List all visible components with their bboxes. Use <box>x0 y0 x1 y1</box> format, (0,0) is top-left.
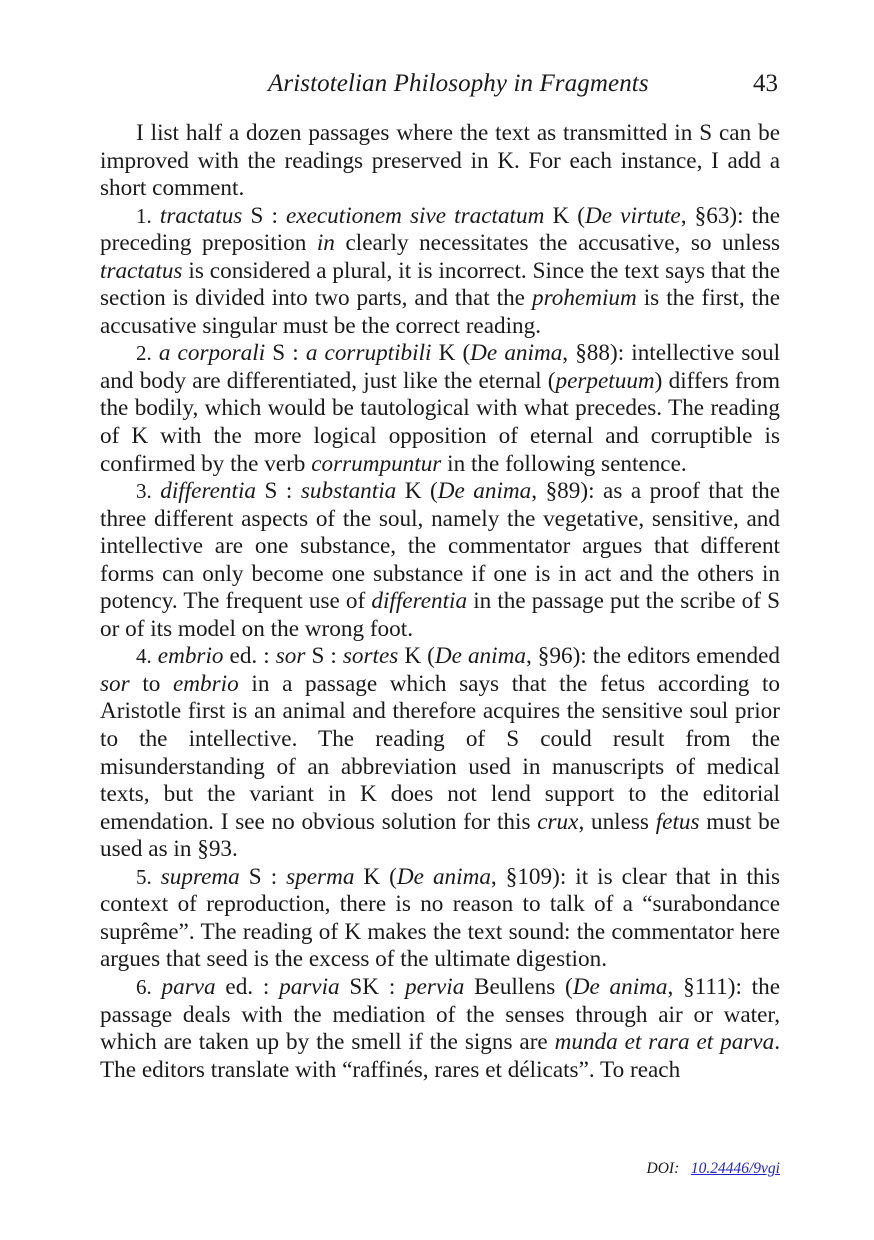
text-run: is the first, the accusative singular must be the correct reading. <box>100 285 780 339</box>
text-run: to <box>129 670 174 697</box>
italic-run: substantia <box>300 478 397 505</box>
doi-footer <box>100 1160 780 1178</box>
italic-run: sortes <box>342 643 399 670</box>
italic-run: corrumpuntur <box>311 450 442 477</box>
italic-run: sor <box>275 643 306 670</box>
item-number: 6. <box>136 974 152 999</box>
item-number: 2. <box>136 341 152 366</box>
text-run: ) differs from the bodily, which would be tautological with what precedes. The reading of K with the more logical opposition of eternal and corruptible is confirmed by the verb <box>100 367 780 477</box>
italic-run: a corruptibili <box>305 340 432 367</box>
text-run <box>152 864 161 890</box>
text-run: S : <box>239 863 287 890</box>
text-run: Beullens ( <box>464 973 573 1000</box>
italic-run: differentia <box>160 478 257 505</box>
text-run: S : <box>256 478 301 505</box>
text-run: in the passage put the scribe of S or of its model on the wrong foot. <box>100 588 781 642</box>
text-run: , §109): it is clear that in this context of reproduction, there is no reason to talk of a “surabondance suprême”. The reading of K makes the text sound: the commentator here argues that seed is the excess of the ultimate digestion. <box>100 863 780 973</box>
running-head <box>100 70 780 102</box>
paragraph-intro <box>100 120 780 203</box>
italic-run: sperma <box>286 863 355 890</box>
text-run: . The editors translate with “raffinés, rares et délicats”. To reach <box>100 1029 780 1083</box>
italic-run: tractatus <box>100 257 183 284</box>
text-run <box>152 340 159 366</box>
text-run: is considered a plural, it is incorrect. Since the text says that the section is divided into two parts, and that the <box>100 257 780 312</box>
italic-run: embrio <box>173 670 239 697</box>
text-run: K ( <box>544 202 586 229</box>
item-number: 1. <box>136 203 152 228</box>
text-run: K ( <box>431 340 471 367</box>
italic-run: executionem sive tractatum <box>286 202 545 229</box>
text-run: ed. : <box>215 973 280 1000</box>
italic-run: in <box>316 230 335 257</box>
italic-run: fetus <box>655 808 700 835</box>
page-number: 43 <box>753 70 778 97</box>
italic-run: De anima <box>437 478 532 505</box>
item-number: 5. <box>136 864 152 889</box>
text-run: in the following sentence. <box>441 450 687 477</box>
text-run <box>152 203 160 229</box>
text-run: K ( <box>354 863 397 890</box>
text-run: K ( <box>398 643 435 670</box>
text-run: , §111): the passage deals with the mediation of the senses through air or water, which are taken up by the smell if the signs are <box>100 973 780 1056</box>
text-run: in a passage which says that the fetus according to Aristotle first is an animal and therefore acquires the sensitive soul prior to the intellective. The reading of S could result from the misunderstanding of an abbreviation used in manuscripts of medical texts, but the variant in K does not lend support to the editorial emendation. I see no obvious solution for this <box>100 670 780 835</box>
paragraph-item-6 <box>100 974 780 1084</box>
text-run: clearly necessitates the accusative, so unless <box>334 230 781 257</box>
italic-run: pervia <box>405 973 465 1000</box>
paragraph-item-1 <box>100 203 780 341</box>
text-run: K ( <box>396 478 438 505</box>
text-run: must be used as in §93. <box>100 808 781 863</box>
italic-run: De virtute <box>585 202 681 229</box>
italic-run: embrio <box>157 643 224 670</box>
paragraph-item-2 <box>100 340 780 478</box>
italic-run: parva <box>161 973 216 1000</box>
text-run: , §88): intellective soul and body are differentiated, just like the eternal ( <box>100 340 781 394</box>
body-text-block <box>100 120 780 1084</box>
italic-run: munda et rara et parva <box>554 1029 775 1056</box>
text-run: SK : <box>339 973 406 1000</box>
italic-run: De anima <box>572 973 668 1000</box>
italic-run: crux <box>537 808 579 835</box>
italic-run: De anima <box>470 340 563 367</box>
text-run: ed. : <box>223 643 276 670</box>
text-run: , §96): the editors emended <box>525 643 780 670</box>
italic-run: parvia <box>279 973 340 1000</box>
italic-run: suprema <box>160 863 240 890</box>
item-number: 3. <box>136 479 152 504</box>
italic-run: prohemium <box>531 285 637 312</box>
text-run <box>152 478 161 504</box>
italic-run: a corporali <box>158 340 266 367</box>
text-run: , §63): the preceding preposition <box>100 202 781 257</box>
paragraph-item-3 <box>100 478 780 643</box>
italic-run: De anima <box>434 643 526 670</box>
italic-run: De anima <box>396 863 491 890</box>
item-number: 4. <box>136 644 152 669</box>
italic-run: tractatus <box>159 202 243 229</box>
italic-run: differentia <box>371 588 468 615</box>
text-run: , unless <box>578 808 656 835</box>
text-run: , §89): as a proof that the three different aspects of the soul, namely the vegetative, sensitive, and intellective are one substance, the commentator argues that different forms can only become one substance if one is in act and the others in potency. The frequent use of <box>100 478 781 615</box>
text-run <box>152 974 162 1000</box>
doi-label: DOI: <box>646 1160 680 1177</box>
text-run: S : <box>265 340 306 367</box>
italic-run: perpetuum <box>555 367 655 394</box>
text-run: I list half a dozen passages where the text as transmitted in S can be improved with the readings preserved in K. For each instance, I add a short comment. <box>100 120 780 202</box>
text-run: S : <box>305 643 343 670</box>
doi-link[interactable]: 10.24446/9vgi <box>690 1160 780 1177</box>
italic-run: sor <box>100 670 130 697</box>
paragraph-item-4 <box>100 643 780 863</box>
text-run: S : <box>242 202 287 229</box>
running-head-title: Aristotelian Philosophy in Fragments <box>268 70 649 97</box>
paragraph-item-5 <box>100 864 780 974</box>
